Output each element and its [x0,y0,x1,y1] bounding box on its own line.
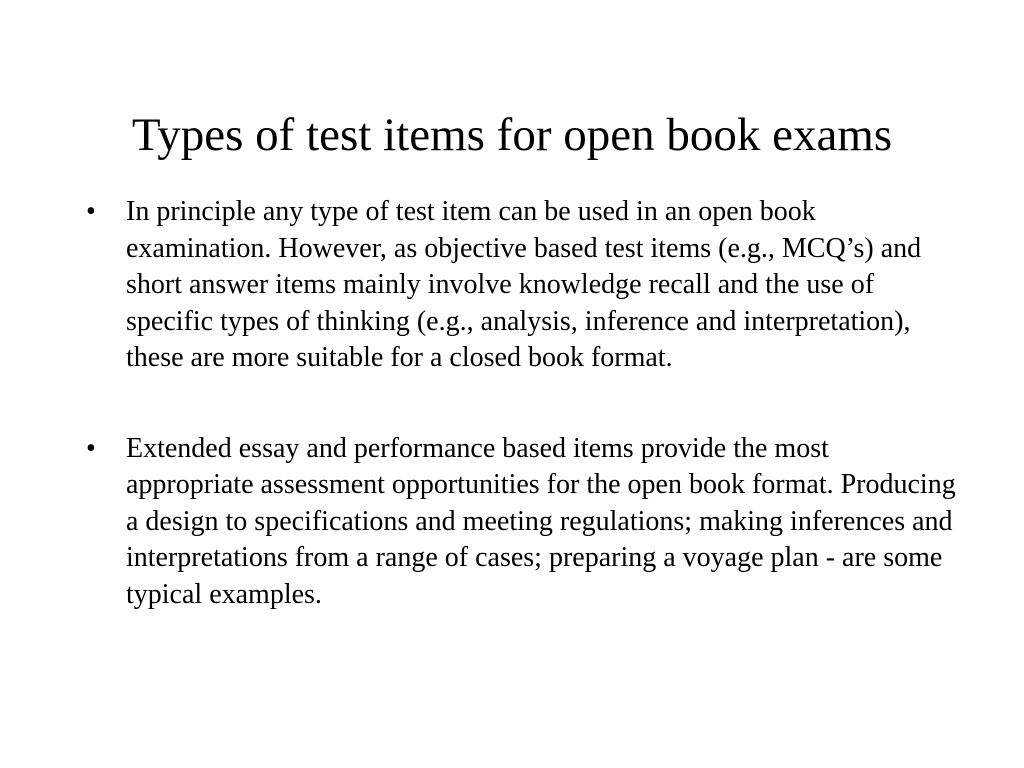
bullet-item-1 [86,194,956,377]
bullet-item-2 [86,431,956,614]
bullet-icon: • [86,196,96,227]
bullet-text-2: Extended essay and performance based items provide the most appropriate assessment opportunities for the open book format. Producing a design to specifications and meeting regulations; making inferences and interpretations from a range of cases; preparing a voyage plan - are some typical examples. [126,432,956,610]
bullet-list [86,194,956,613]
bullet-text-1: In principle any type of test item can be used in an open book examination. However, as objective based test items (e.g., MCQ’s) and short answer items mainly involve knowledge recall and the use of specific types of thinking (e.g., analysis, inference and interpretation), these are more suitable for a closed book format. [126,196,922,373]
bullet-icon: • [86,432,96,464]
slide-title: Types of test items for open book exams [131,109,893,161]
